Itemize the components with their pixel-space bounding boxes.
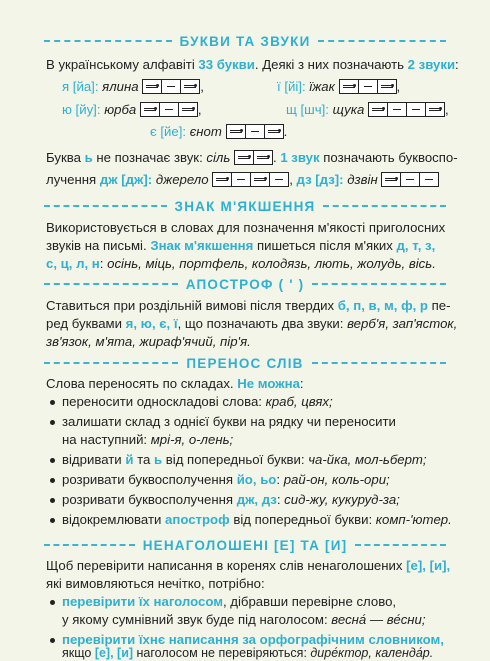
section-title: НЕНАГОЛОШЕНІ [Е] ТА [И] — [142, 537, 348, 553]
example-yu: ю [йу]: юрба , — [62, 102, 202, 117]
paragraph-line: звуків на письмі. Знак м'якшення пишеться після м'яких д, т, з, — [46, 238, 436, 253]
section-header — [44, 32, 446, 50]
paragraph-line: Ставиться при роздільній вимові після твердих б, п, в, м, ф, р пе- — [46, 298, 451, 313]
bullet-dot — [50, 478, 55, 483]
list-item: розривати буквосполучення дж, дз: сид-жу, кукуруд-за; — [62, 492, 400, 507]
bullet-dot — [50, 600, 55, 605]
paragraph-line: ред буквами я, ю, є, ї, що позначають два звуки: верб'я, зап'ясток, — [46, 316, 458, 331]
sound-scheme — [234, 150, 273, 165]
example-shch: щ [шч]: щука , — [286, 102, 449, 117]
paragraph-line: Буква ь не позначає звук: сіль . 1 звук позначають буквоспо- — [46, 150, 458, 165]
sound-scheme — [142, 79, 200, 94]
example-yi: ї [йі]: їжак , — [277, 79, 401, 94]
section-header — [44, 536, 446, 554]
sound-scheme — [368, 102, 445, 117]
sound-scheme — [339, 79, 397, 94]
list-item: відокремлювати апостроф від попередньої букви: комп-'ютер. — [62, 512, 452, 527]
paragraph-line: В українському алфавіті 33 букви. Деякі з них позначають 2 звуки: — [46, 57, 459, 72]
example-ya: я [йа]: ялина , — [62, 79, 204, 94]
section-title: АПОСТРОФ ( ' ) — [185, 276, 305, 292]
sound-scheme — [140, 102, 198, 117]
sound-scheme — [381, 172, 439, 187]
section-header — [44, 354, 446, 372]
bullet-dot — [50, 420, 55, 425]
list-item: переносити односкладові слова: краб, цвях; — [62, 394, 333, 409]
bullet-dot — [50, 458, 55, 463]
paragraph-line: які вимовляються нечітко, потрібно: — [46, 576, 265, 591]
sound-scheme — [226, 124, 284, 139]
paragraph-line: с, ц, л, н: осінь, міць, портфель, колодязь, лють, жолудь, вісь. — [46, 256, 436, 271]
list-item: відривати й та ь від попередньої букви: ча-йка, мол-ьберт; — [62, 452, 427, 467]
section-header — [44, 275, 446, 293]
list-item: розривати буквосполучення йо, ьо: рай-он, коль-ори; — [62, 472, 390, 487]
list-item: перевірити їх наголосом, дібравши перевірне слово, — [62, 594, 397, 609]
paragraph-line: зв'язок, м'ята, жираф'ячий, пір'я. — [46, 334, 251, 349]
bullet-dot — [50, 638, 55, 643]
sound-scheme — [212, 172, 289, 187]
example-ye: є [йе]: єнот . — [150, 124, 288, 139]
section-title: ПЕРЕНОС СЛІВ — [186, 355, 304, 371]
paragraph-line: лучення дж [дж]: джерело , дз [дз]: дзвін — [46, 172, 439, 188]
bullet-dot — [50, 400, 55, 405]
list-item: на наступний: мрі-я, о-лень; — [62, 432, 234, 447]
list-item: залишати склад з однієї букви на рядку чи переносити — [62, 414, 396, 429]
list-item: якщо [е], [и] наголосом не перевіряються: дире́ктор, календа́р. — [62, 646, 434, 660]
list-item: перевірити їхнє написання за орфографічним словником, — [62, 632, 444, 647]
paragraph-line: Щоб перевірити написання в коренях слів ненаголошених [е], [и], — [46, 558, 451, 573]
bullet-dot — [50, 518, 55, 523]
paragraph-line: Слова переносять по складах. Не можна: — [46, 376, 304, 391]
list-item: у якому сумнівний звук буде під наголосом: весна́ — ве́сни; — [62, 612, 426, 627]
bullet-dot — [50, 498, 55, 503]
paragraph-line: Використовується в словах для позначення м'якості приголосних — [46, 220, 446, 235]
section-title: БУКВИ ТА ЗВУКИ — [179, 33, 311, 49]
section-header — [44, 197, 446, 215]
section-title: ЗНАК М'ЯКШЕННЯ — [174, 198, 316, 214]
